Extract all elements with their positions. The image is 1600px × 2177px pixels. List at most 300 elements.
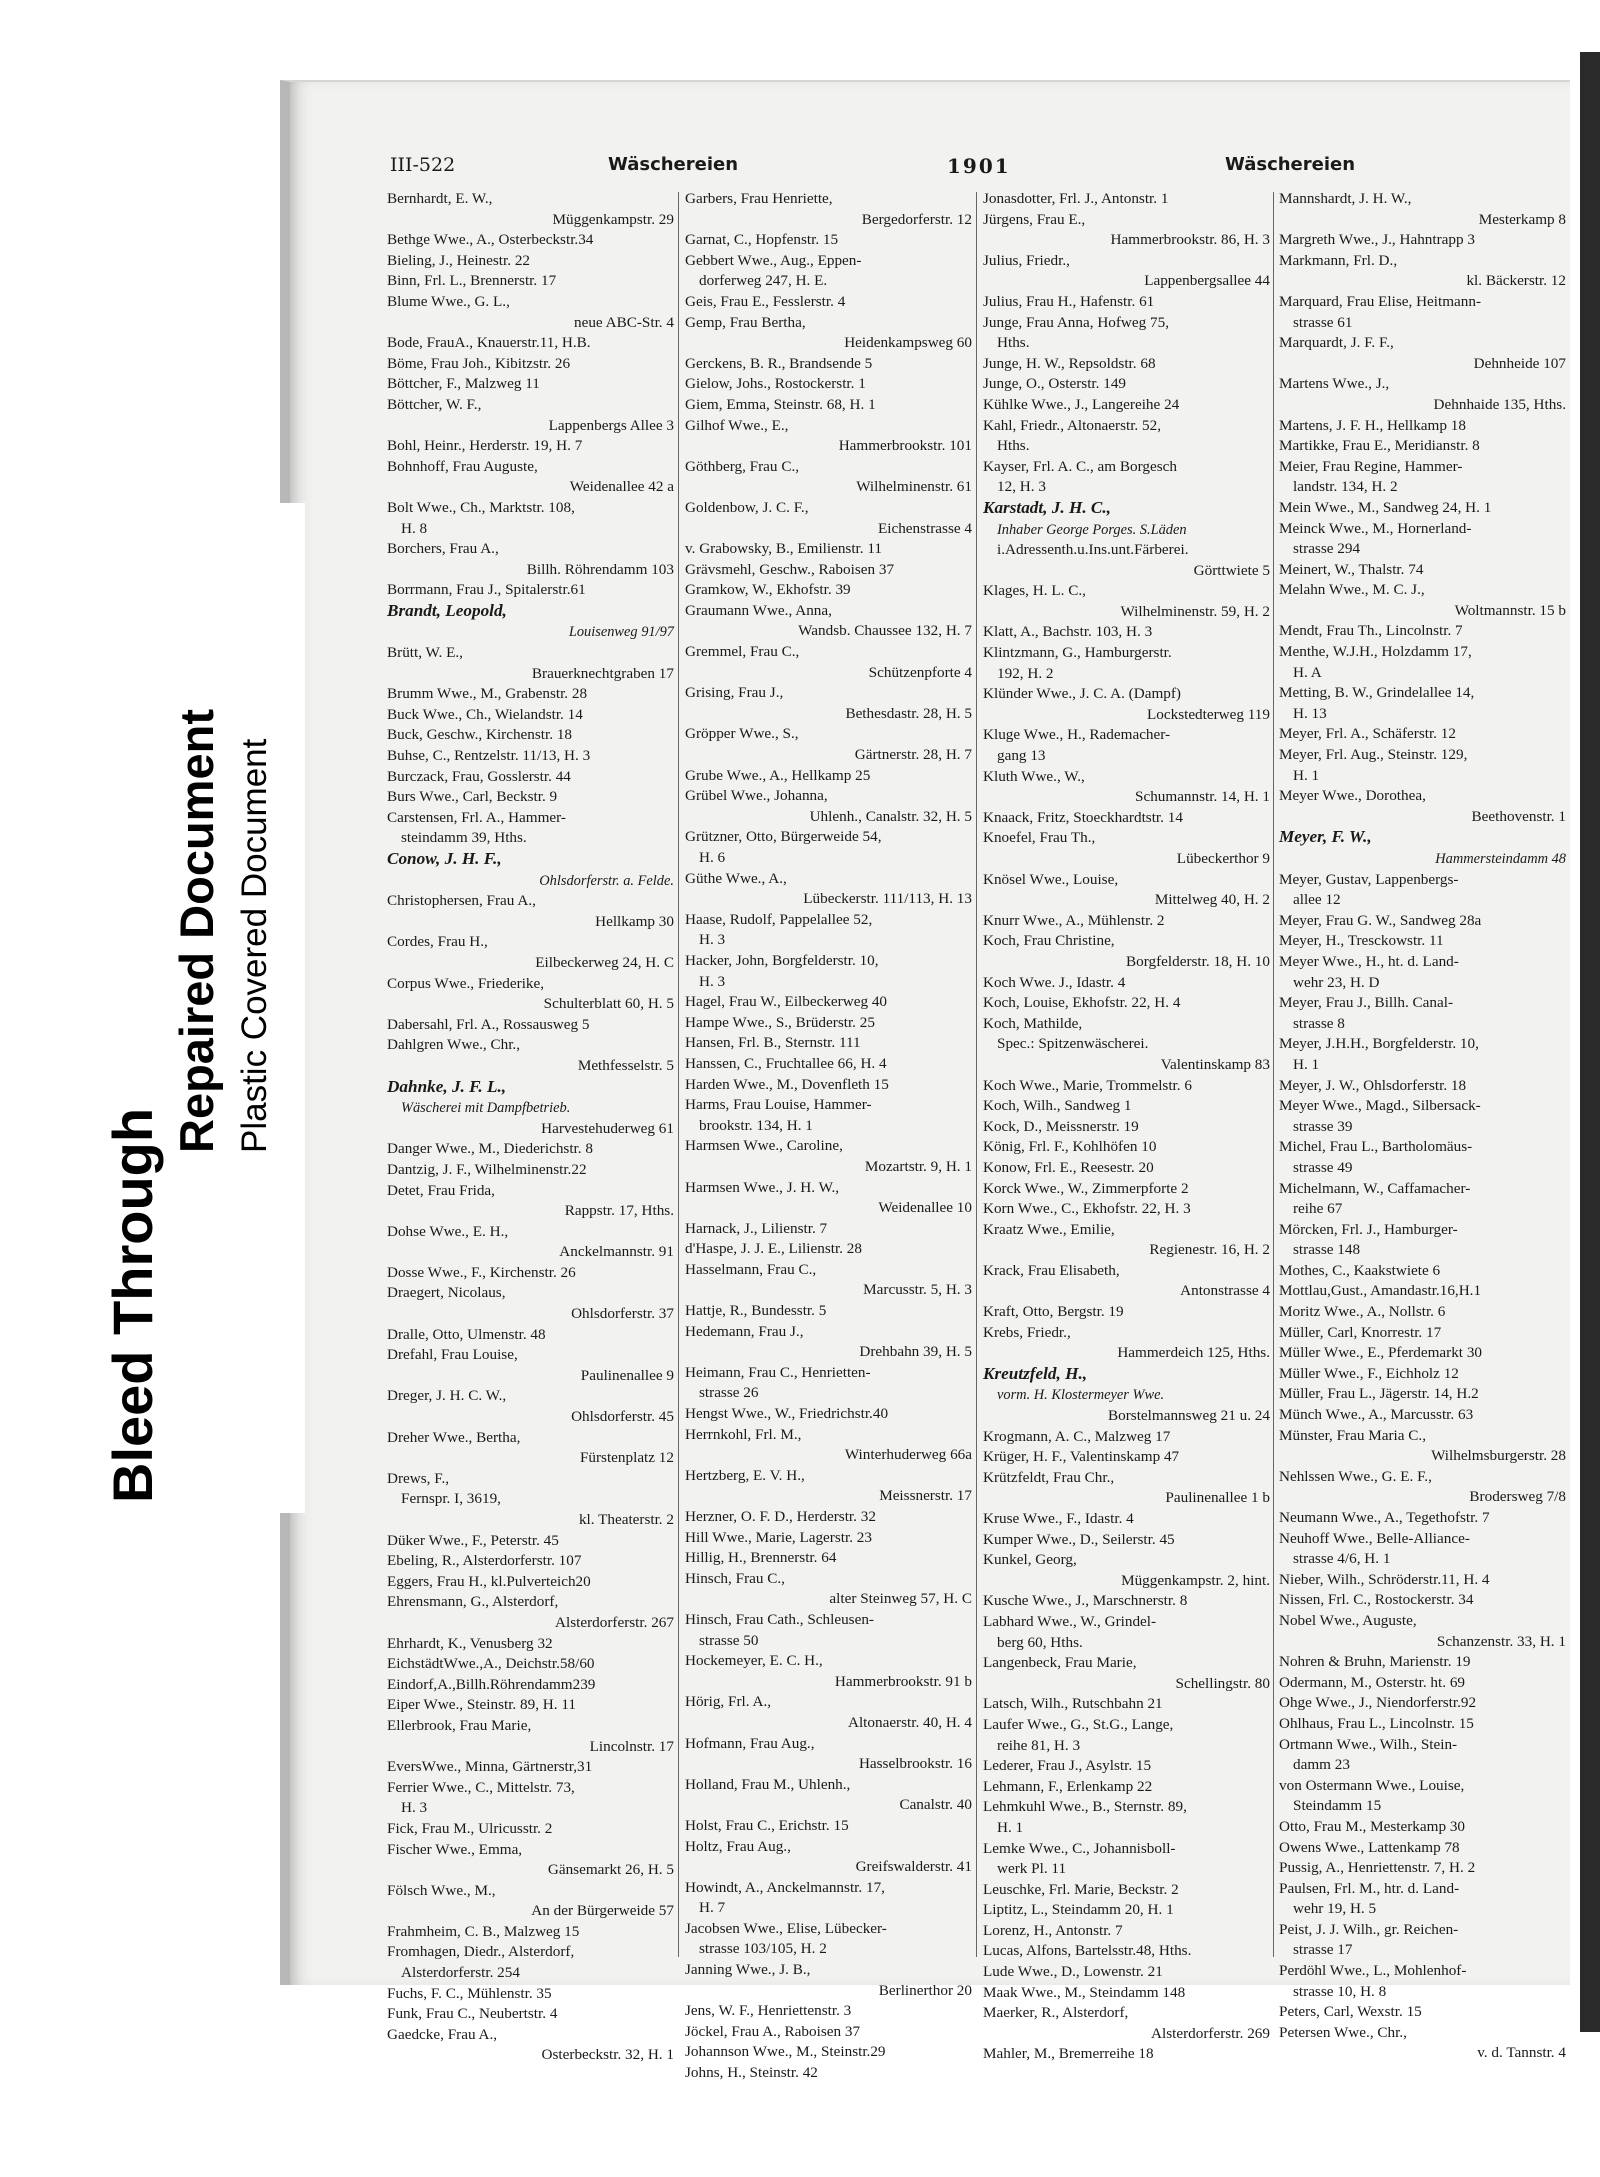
entry-name: Kluth Wwe., W.,: [983, 767, 1085, 785]
directory-entry: [685, 1960, 972, 2001]
entry-name: Bohl, Heinr., Herderstr. 19, H. 7: [387, 437, 583, 455]
entry-address: Paulinenallee 1 b: [1165, 1489, 1270, 1507]
directory-entry: [387, 974, 674, 1015]
entry-name: Bernhardt, E. W.,: [387, 190, 493, 207]
directory-entry: [983, 1653, 1270, 1694]
entry-name: Michelmann, W., Caffamacher-: [1279, 1179, 1471, 1197]
directory-entry: [983, 1550, 1270, 1591]
directory-entry: [983, 561, 1270, 582]
entry-address: H. A: [1293, 663, 1322, 681]
entry-name: Odermann, M., Osterstr. ht. 69: [1279, 1673, 1466, 1691]
entry-address: alter Steinweg 57, H. C: [829, 1590, 972, 1608]
entry-address: Gärtnerstr. 28, H. 7: [854, 746, 972, 764]
entry-name: Latsch, Wilh., Rutschbahn 21: [983, 1695, 1163, 1713]
entry-name: Julius, Friedr.,: [983, 251, 1070, 269]
entry-name: Nohren & Bruhn, Marienstr. 19: [1279, 1653, 1471, 1671]
entry-address: Hths.: [997, 437, 1030, 455]
entry-name: Buhse, C., Rentzelstr. 11/13, H. 3: [387, 747, 591, 765]
directory-entry: [1279, 1343, 1566, 1364]
directory-entry: [983, 395, 1270, 416]
entry-name: Ehrhardt, K., Venusberg 32: [387, 1634, 553, 1652]
entry-name: Meyer, Gustav, Lappenbergs-: [1279, 870, 1459, 888]
entry-name: Bieling, J., Heinestr. 22: [387, 251, 531, 269]
directory-entry: [685, 642, 972, 683]
entry-name: Meyer, F. W.,: [1279, 827, 1372, 847]
entry-address: Drehbahn 39, H. 5: [859, 1343, 972, 1361]
entry-address: Alsterdorferstr. 267: [555, 1613, 674, 1631]
entry-name: Mottlau,Gust., Amandastr.16,H.1: [1279, 1282, 1482, 1300]
directory-entry: [1279, 1714, 1566, 1735]
entry-name: Binn, Frl. L., Brennerstr. 17: [387, 272, 557, 290]
directory-entry: [685, 1651, 972, 1692]
directory-entry: [685, 1569, 972, 1610]
directory-entry: [387, 1181, 674, 1222]
entry-name: Martens Wwe., J.,: [1279, 375, 1390, 393]
entry-address: Rappstr. 17, Hths.: [564, 1202, 674, 1220]
entry-name: Perdöhl Wwe., L., Mohlenhof-: [1279, 1962, 1467, 1980]
directory-entry: [387, 1015, 674, 1036]
entry-name: Harden Wwe., M., Dovenfleth 15: [685, 1075, 889, 1093]
directory-entry: [1279, 911, 1566, 932]
entry-name: Lorenz, H., Antonstr. 7: [983, 1921, 1123, 1939]
directory-entry: [387, 189, 674, 230]
entry-name: Müller, Carl, Knorrestr. 17: [1279, 1323, 1442, 1341]
entry-address: strasse 103/105, H. 2: [699, 1940, 827, 1958]
entry-name: Hertzberg, E. V. H.,: [685, 1466, 805, 1484]
directory-entry: [387, 1222, 674, 1263]
entry-address: v. d. Tannstr. 4: [1477, 2044, 1566, 2062]
entry-name: Lehmann, F., Erlenkamp 22: [983, 1777, 1153, 1795]
directory-entry: [1279, 1693, 1566, 1714]
directory-entry: [1279, 1611, 1566, 1652]
directory-entry: [685, 1425, 972, 1466]
entry-name: Dreher Wwe., Bertha,: [387, 1428, 521, 1446]
directory-entry: [1279, 1570, 1566, 1591]
directory-entry: [685, 251, 972, 292]
directory-entry: [685, 827, 972, 868]
entry-address: Ohlsdorferstr. 37: [571, 1305, 674, 1323]
directory-entry: [387, 2004, 674, 2025]
directory-entry: [685, 1466, 972, 1507]
entry-name: Meyer, Frau J., Billh. Canal-: [1279, 994, 1454, 1012]
entry-name: Neumann Wwe., A., Tegethofstr. 7: [1279, 1509, 1490, 1526]
entry-address: Lappenbergsallee 44: [1144, 272, 1270, 290]
entry-address: Wilhelminenstr. 59, H. 2: [1120, 602, 1270, 620]
directory-entry: [685, 313, 972, 354]
entry-address: landstr. 134, H. 2: [1293, 478, 1398, 496]
directory-entry: [387, 1469, 674, 1510]
directory-entry: [387, 251, 674, 272]
listing-column-2: [685, 189, 972, 2082]
directory-entry: [387, 292, 674, 333]
entry-address: Lincolnstr. 17: [589, 1737, 674, 1755]
entry-name: Koch, Mathilde,: [983, 1014, 1083, 1032]
directory-entry: [1279, 1426, 1566, 1467]
entry-name: Mothes, C., Kaakstwiete 6: [1279, 1261, 1441, 1279]
directory-entry: [983, 870, 1270, 911]
directory-entry: [983, 643, 1270, 684]
entry-name: Burs Wwe., Carl, Beckstr. 9: [387, 788, 558, 806]
entry-name: Brumm Wwe., M., Grabenstr. 28: [387, 685, 588, 703]
entry-address: Fürstenplatz 12: [579, 1449, 674, 1467]
entry-name: Hedemann, Frau J.,: [685, 1322, 804, 1340]
entry-name: Melahn Wwe., M. C. J.,: [1279, 581, 1425, 599]
entry-address: gang 13: [997, 747, 1046, 765]
directory-entry: [387, 1551, 674, 1572]
directory-entry: [387, 1942, 674, 1983]
entry-name: Gerckens, B. R., Brandsende 5: [685, 354, 873, 372]
directory-entry: [983, 1715, 1270, 1756]
directory-entry: [1279, 1735, 1566, 1776]
entry-name: Bethge Wwe., A., Osterbeckstr.34: [387, 231, 594, 249]
directory-entry: [685, 1692, 972, 1733]
entry-address: Regienestr. 16, H. 2: [1149, 1241, 1270, 1259]
entry-name: Koch, Wilh., Sandweg 1: [983, 1097, 1132, 1115]
entry-name: Danger Wwe., M., Diederichstr. 8: [387, 1140, 593, 1158]
directory-entry: [983, 808, 1270, 829]
entry-address: strasse 294: [1293, 540, 1361, 558]
entry-address: werk Pl. 11: [997, 1860, 1067, 1878]
entry-name: Konow, Frl. E., Reesestr. 20: [983, 1158, 1154, 1176]
entry-address: Methfesselstr. 5: [577, 1056, 674, 1074]
entry-name: Meyer, H., Tresckowstr. 11: [1279, 932, 1444, 950]
directory-entry: [1279, 1323, 1566, 1344]
directory-entry: [983, 1941, 1270, 1962]
directory-entry: [387, 1139, 674, 1160]
entry-address: Hammerdeich 125, Hths.: [1117, 1344, 1270, 1362]
entry-name: Cordes, Frau H.,: [387, 933, 488, 951]
entry-address: Marcusstr. 5, H. 3: [863, 1281, 972, 1299]
entry-name: Junge, Frau Anna, Hofweg 75,: [983, 313, 1170, 331]
entry-name: Blume Wwe., G. L.,: [387, 292, 510, 310]
page-number: III-522: [390, 154, 456, 176]
directory-entry: [387, 1428, 674, 1469]
entry-name: Pussig, A., Henriettenstr. 7, H. 2: [1279, 1859, 1476, 1877]
entry-address: Hammerbrookstr. 86, H. 3: [1110, 231, 1270, 249]
directory-entry: [685, 683, 972, 724]
entry-name: Junge, H. W., Repsoldstr. 68: [983, 354, 1156, 372]
entry-address: Hammerbrookstr. 101: [838, 437, 972, 455]
entry-name: Garnat, C., Hopfenstr. 15: [685, 231, 839, 249]
directory-entry: [685, 1816, 972, 1837]
listing-column-3: [983, 189, 1270, 2063]
directory-entry: [983, 292, 1270, 313]
entry-name: König, Frl. F., Kohlhöfen 10: [983, 1138, 1157, 1156]
entry-address: Weidenallee 42 a: [569, 478, 674, 496]
entry-name: Kunkel, Georg,: [983, 1551, 1077, 1569]
entry-name: Harmsen Wwe., J. H. W.,: [685, 1178, 840, 1196]
column-rule: [1273, 192, 1274, 1957]
directory-entry: [983, 1014, 1270, 1055]
entry-name: Koch, Frau Christine,: [983, 932, 1115, 950]
directory-entry: [685, 1610, 972, 1651]
entry-address: Borgfelderstr. 18, H. 10: [1126, 952, 1270, 970]
entry-address: Wandsb. Chaussee 132, H. 7: [798, 622, 972, 640]
entry-address: dorferweg 247, H. E.: [699, 272, 828, 290]
entry-name: Korn Wwe., C., Ekhofstr. 22, H. 3: [983, 1200, 1191, 1218]
directory-entry: [983, 1612, 1270, 1653]
entry-name: Drews, F.,: [387, 1469, 450, 1487]
entry-address: Hammerbrookstr. 91 b: [834, 1672, 972, 1690]
directory-entry: [983, 1117, 1270, 1138]
directory-entry: [685, 1404, 972, 1425]
entry-name: Drefahl, Frau Louise,: [387, 1346, 518, 1364]
directory-entry: [983, 1427, 1270, 1448]
directory-entry: [1279, 952, 1566, 993]
entry-name: Owens Wwe., Lattenkamp 78: [1279, 1838, 1460, 1856]
entry-address: Inhaber George Porges. S.Läden: [997, 521, 1187, 538]
directory-entry: [685, 498, 972, 539]
directory-entry: [685, 374, 972, 395]
directory-entry: [983, 2044, 1270, 2065]
entry-name: Mahler, M., Bremerreihe 18: [983, 2045, 1154, 2063]
directory-entry: [983, 1096, 1270, 1117]
entry-name: Hanssen, C., Fruchtallee 66, H. 4: [685, 1054, 887, 1072]
directory-entry: [387, 1386, 674, 1427]
entry-name: Heimann, Frau C., Henrietten-: [685, 1363, 871, 1381]
entry-address: neue ABC-Str. 4: [574, 313, 674, 331]
entry-name: Kreutzfeld, H.,: [983, 1363, 1088, 1383]
directory-entry: [685, 1919, 972, 1960]
directory-entry: [983, 1137, 1270, 1158]
directory-entry: [1279, 1817, 1566, 1838]
entry-address: H. 1: [997, 1818, 1024, 1836]
directory-entry: [685, 1528, 972, 1549]
entry-name: Meinert, W., Thalstr. 74: [1279, 560, 1424, 578]
entry-address: H. 7: [699, 1899, 726, 1917]
entry-name: Frahmheim, C. B., Malzweg 15: [387, 1922, 580, 1940]
entry-name: Müller, Frau L., Jägerstr. 14, H.2: [1279, 1385, 1479, 1403]
entry-name: Herrnkohl, Frl. M.,: [685, 1425, 802, 1443]
directory-entry: [685, 786, 972, 827]
directory-entry: [387, 1035, 674, 1076]
entry-name: Martikke, Frau E., Meridianstr. 8: [1279, 437, 1480, 455]
entry-name: Gebbert Wwe., Aug., Eppen-: [685, 251, 862, 269]
entry-name: Goldenbow, J. C. F.,: [685, 498, 809, 516]
directory-entry: [1279, 1920, 1566, 1961]
directory-entry: [685, 1548, 972, 1569]
entry-name: Harms, Frau Louise, Hammer-: [685, 1096, 872, 1114]
entry-name: Krogmann, A. C., Malzweg 17: [983, 1427, 1171, 1445]
entry-address: strasse 39: [1293, 1117, 1353, 1135]
entry-address: Mozartstr. 9, H. 1: [864, 1157, 972, 1175]
entry-address: Lappenbergs Allee 3: [548, 416, 674, 434]
directory-entry: [983, 931, 1270, 972]
entry-name: Fuchs, F. C., Mühlenstr. 35: [387, 1984, 552, 2002]
entry-name: Krack, Frau Elisabeth,: [983, 1261, 1120, 1279]
entry-name: Hattje, R., Bundesstr. 5: [685, 1302, 827, 1320]
entry-address: Borstelmannsweg 21 u. 24: [1108, 1407, 1270, 1425]
entry-name: Koch, Louise, Ekhofstr. 22, H. 4: [983, 994, 1181, 1012]
entry-name: Howindt, A., Anckelmannstr. 17,: [685, 1878, 885, 1896]
entry-address: strasse 26: [699, 1384, 759, 1402]
entry-name: Kahl, Friedr., Altonaerstr. 52,: [983, 416, 1162, 434]
directory-entry: [983, 1406, 1270, 1427]
entry-name: Brandt, Leopold,: [387, 600, 507, 620]
entry-name: Fick, Frau M., Ulricusstr. 2: [387, 1819, 553, 1837]
entry-address: Spec.: Spitzenwäscherei.: [997, 1035, 1149, 1053]
entry-address: H. 8: [401, 519, 428, 537]
directory-entry: [387, 1531, 674, 1552]
directory-entry: [1279, 1858, 1566, 1879]
entry-name: Fromhagen, Diedr., Alsterdorf,: [387, 1943, 575, 1961]
directory-entry: [685, 1260, 972, 1301]
entry-address: Heidenkampsweg 60: [844, 334, 972, 352]
directory-entry: [983, 189, 1270, 210]
directory-entry: [1279, 827, 1566, 869]
directory-entry: [387, 1077, 674, 1119]
directory-entry: [1279, 1364, 1566, 1385]
entry-address: Alsterdorferstr. 254: [401, 1964, 520, 1982]
entry-address: wehr 23, H. D: [1293, 973, 1380, 991]
entry-name: Göthberg, Frau C.,: [685, 457, 800, 475]
entry-address: Hths.: [997, 334, 1030, 352]
entry-name: Borchers, Frau A.,: [387, 540, 499, 558]
directory-entry: [983, 1199, 1270, 1220]
directory-entry: [685, 2001, 972, 2022]
directory-entry: [1279, 1590, 1566, 1611]
entry-address: Alsterdorferstr. 269: [1151, 2024, 1270, 2042]
entry-address: kl. Theaterstr. 2: [578, 1511, 674, 1528]
directory-entry: [685, 910, 972, 951]
directory-entry: [1279, 1302, 1566, 1323]
entry-name: Grävsmehl, Geschw., Raboisen 37: [685, 560, 895, 578]
entry-address: Gänsemarkt 26, H. 5: [547, 1861, 674, 1879]
directory-entry: [387, 849, 674, 891]
directory-entry: [983, 993, 1270, 1014]
entry-name: Martens, J. F. H., Hellkamp 18: [1279, 416, 1466, 434]
directory-entry: [387, 932, 674, 973]
entry-address: Bergedorferstr. 12: [861, 210, 972, 228]
directory-entry: [387, 1325, 674, 1346]
entry-name: Geis, Frau E., Fesslerstr. 4: [685, 292, 846, 310]
directory-entry: [983, 1591, 1270, 1612]
directory-entry: [1279, 786, 1566, 827]
entry-name: Maak Wwe., M., Steindamm 148: [983, 1983, 1186, 2001]
entry-address: Eichenstrasse 4: [877, 519, 972, 537]
entry-name: Grising, Frau J.,: [685, 684, 784, 702]
entry-address: Beethovenstr. 1: [1471, 807, 1566, 825]
directory-entry: [685, 1095, 972, 1136]
entry-name: Hofmann, Frau Aug.,: [685, 1734, 815, 1752]
entry-name: Fischer Wwe., Emma,: [387, 1840, 523, 1858]
entry-address: Lübeckerthor 9: [1176, 850, 1270, 867]
directory-entry: [983, 911, 1270, 932]
entry-name: Corpus Wwe., Friederike,: [387, 974, 545, 992]
directory-entry: [387, 1675, 674, 1696]
entry-name: Dabersahl, Frl. A., Rossausweg 5: [387, 1015, 590, 1033]
directory-entry: [685, 230, 972, 251]
entry-name: Junge, O., Osterstr. 149: [983, 375, 1127, 393]
directory-entry: [983, 1261, 1270, 1302]
entry-address: strasse 17: [1293, 1941, 1353, 1959]
directory-entry: [983, 1055, 1270, 1076]
entry-name: Böttcher, W. F.,: [387, 395, 482, 413]
directory-entry: [685, 580, 972, 601]
entry-address: 12, H. 3: [997, 478, 1046, 496]
entry-name: Draegert, Nicolaus,: [387, 1284, 506, 1302]
directory-entry: [387, 1119, 674, 1140]
entry-name: Hagel, Frau W., Eilbeckerweg 40: [685, 993, 888, 1011]
entry-address: Schulterblatt 60, H. 5: [543, 995, 674, 1013]
directory-entry: [685, 2063, 972, 2084]
entry-address: Antonstrasse 4: [1180, 1282, 1270, 1300]
entry-name: Nobel Wwe., Auguste,: [1279, 1611, 1417, 1629]
entry-address: strasse 49: [1293, 1158, 1353, 1176]
entry-address: Uhlenh., Canalstr. 32, H. 5: [809, 807, 972, 825]
directory-entry: [983, 1323, 1270, 1364]
listing-column-4: [1279, 189, 1566, 2062]
entry-name: Lucas, Alfons, Bartelsstr.48, Hths.: [983, 1942, 1192, 1960]
entry-name: Kruse Wwe., F., Idastr. 4: [983, 1510, 1134, 1527]
entry-name: Holtz, Frau Aug.,: [685, 1837, 791, 1855]
entry-address: Valentinskamp 83: [1160, 1055, 1270, 1073]
directory-entry: [387, 539, 674, 580]
entry-name: Margreth Wwe., J., Hahntrapp 3: [1279, 231, 1475, 249]
entry-name: Harnack, J., Lilienstr. 7: [685, 1219, 828, 1237]
entry-name: Buck Wwe., Ch., Wielandstr. 14: [387, 705, 583, 723]
entry-name: Böme, Frau Joh., Kibitzstr. 26: [387, 354, 571, 372]
header-left-title: Wäschereien: [608, 154, 739, 175]
directory-entry: [1279, 1838, 1566, 1859]
entry-name: Brütt, W. E.,: [387, 644, 463, 662]
directory-entry: [387, 1283, 674, 1324]
column-rule: [976, 192, 977, 1957]
entry-name: Liptitz, L., Steindamm 20, H. 1: [983, 1901, 1174, 1919]
entry-name: Holland, Frau M., Uhlenh.,: [685, 1775, 851, 1793]
entry-name: Jens, W. F., Henriettenstr. 3: [685, 2002, 852, 2020]
directory-entry: [983, 354, 1270, 375]
directory-entry: [685, 189, 972, 230]
entry-name: Hasselmann, Frau C.,: [685, 1260, 817, 1278]
directory-entry: [387, 498, 674, 539]
entry-name: Leuschke, Frl. Marie, Beckstr. 2: [983, 1880, 1179, 1898]
directory-entry: [685, 1734, 972, 1775]
entry-name: Garbers, Frau Henriette,: [685, 190, 833, 207]
entry-name: Otto, Frau M., Mesterkamp 30: [1279, 1817, 1466, 1835]
directory-entry: [685, 457, 972, 498]
directory-entry: [685, 724, 972, 765]
entry-name: Paulsen, Frl. M., htr. d. Land-: [1279, 1879, 1460, 1897]
entry-name: Krüger, H. F., Valentinskamp 47: [983, 1448, 1180, 1466]
entry-address: H. 13: [1293, 704, 1327, 722]
directory-entry: [387, 436, 674, 457]
directory-entry: [983, 1468, 1270, 1509]
directory-entry: [1279, 189, 1566, 230]
entry-address: 192, H. 2: [997, 664, 1054, 682]
directory-entry: [387, 808, 674, 849]
entry-name: Klatt, A., Bachstr. 103, H. 3: [983, 623, 1153, 641]
entry-name: Petersen Wwe., Chr.,: [1279, 2023, 1407, 2041]
directory-entry: [983, 1900, 1270, 1921]
entry-name: Lederer, Frau J., Asylstr. 15: [983, 1757, 1152, 1775]
entry-address: Hasselbrookstr. 16: [858, 1755, 972, 1773]
directory-entry: [1279, 457, 1566, 498]
entry-address: Schützenpforte 4: [868, 663, 972, 681]
entry-address: reihe 67: [1293, 1200, 1343, 1218]
entry-name: Ehrensmann, G., Alsterdorf,: [387, 1593, 559, 1611]
directory-entry: [1279, 1467, 1566, 1508]
directory-entry: [1279, 1508, 1566, 1529]
directory-entry: [983, 1364, 1270, 1406]
entry-name: Kraft, Otto, Bergstr. 19: [983, 1303, 1124, 1321]
directory-entry: [685, 1033, 972, 1054]
entry-name: Kock, D., Meissnerstr. 19: [983, 1117, 1139, 1135]
directory-entry: [1279, 1179, 1566, 1220]
directory-entry: [387, 601, 674, 643]
entry-address: damm 23: [1293, 1756, 1350, 1774]
directory-entry: [983, 2003, 1270, 2044]
